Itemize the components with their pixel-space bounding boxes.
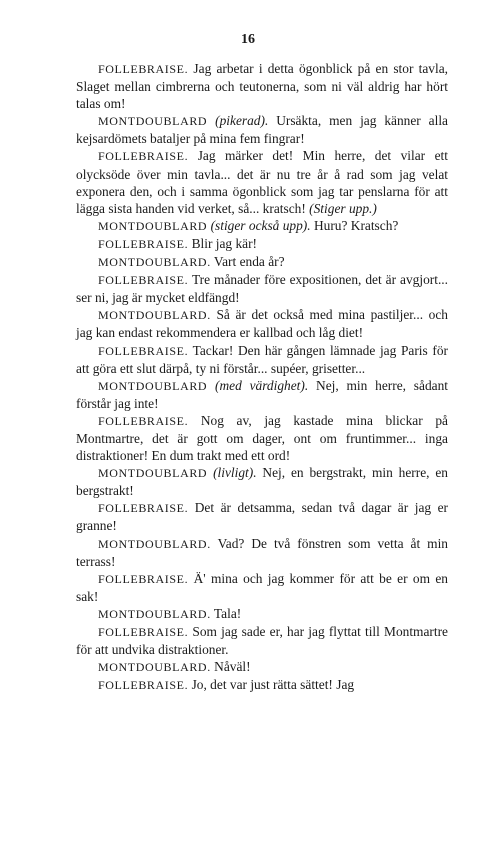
dialogue-paragraph bbox=[76, 499, 448, 534]
speaker-name: MONTDOUBLARD bbox=[98, 378, 208, 393]
dialogue-line: Ursäkta, men jag känner alla kejsardömets bataljer på mina fem fingrar! bbox=[76, 113, 448, 147]
dialogue-paragraph bbox=[76, 623, 448, 658]
dialogue-line: Som jag sade er, har jag flyttat till Montmartre för att undvika distraktioner. bbox=[76, 624, 448, 658]
speaker-name: FOLLEBRAISE. bbox=[98, 236, 189, 251]
dialogue-paragraph bbox=[76, 235, 448, 253]
page-number: 16 bbox=[241, 32, 255, 47]
dialogue-paragraph bbox=[76, 342, 448, 377]
speaker-name: FOLLEBRAISE. bbox=[98, 273, 189, 288]
dialogue-paragraph bbox=[76, 658, 448, 676]
stage-direction: (livligt). bbox=[213, 465, 257, 481]
dialogue-line bbox=[207, 378, 215, 393]
dialogue-line: Jo, det var just rätta sättet! Jag bbox=[191, 677, 355, 693]
dialogue-line: Det är detsamma, sedan två dagar är jag er granne! bbox=[76, 500, 448, 534]
dialogue-paragraph bbox=[76, 676, 448, 694]
dialogue-paragraph bbox=[76, 412, 448, 464]
speaker-name: FOLLEBRAISE. bbox=[98, 343, 189, 358]
dialogue-line: Nej, min herre, sådant förstår jag inte! bbox=[76, 377, 448, 411]
speaker-name: MONTDOUBLARD. bbox=[98, 660, 211, 675]
speaker-name: MONTDOUBLARD bbox=[98, 114, 208, 129]
speaker-name: FOLLEBRAISE. bbox=[98, 678, 189, 693]
dialogue-line: Jag arbetar i detta ögonblick på en stor tavla, Slaget mellan cimbrerna och teutonerna, som ni väl aldrig har hört talas om! bbox=[76, 61, 448, 112]
dialogue-paragraph bbox=[76, 147, 448, 216]
dialogue-line: Blir jag kär! bbox=[191, 235, 258, 251]
dialogue-paragraph bbox=[76, 217, 448, 235]
dialogue-line: Tre månader före expositionen, det är avgjort... ser ni, jag är mycket eldfängd! bbox=[76, 272, 448, 306]
dialogue-paragraph bbox=[76, 253, 448, 271]
stage-direction: (Stiger upp.) bbox=[309, 200, 377, 216]
dialogue-line: Tackar! Den här gången lämnade jag Paris för att göra ett slut därpå, ty ni förstår... supéer, grisetter... bbox=[76, 342, 448, 376]
dialogue-paragraph bbox=[76, 605, 448, 623]
speaker-name: FOLLEBRAISE. bbox=[98, 625, 189, 639]
dialogue-line: Nog av, jag kastade mina blickar på Montmartre, det är gott om dager, ont om fruntimmer... inga distraktioner! En dum trakt med ett ord! bbox=[76, 412, 448, 464]
dialogue-line: Vad? De två fönstren som vetta åt min terrass! bbox=[76, 535, 448, 569]
dialogue-line: Jag märker det! Min herre, det vilar ett olycksöde över min tavla... det är nu tre år å rad som jag velat exponera den, och i samma ögonblick som jag tar penslarna för att lägga sista handen vid verket, så... kratsch! bbox=[76, 148, 448, 216]
stage-direction: (pikerad). bbox=[215, 113, 269, 129]
dialogue-line: Ä' mina och jag kommer för att be er om en sak! bbox=[76, 570, 448, 604]
speaker-name: FOLLEBRAISE. bbox=[98, 501, 189, 516]
speaker-name: MONTDOUBLARD. bbox=[98, 536, 211, 551]
dialogue-line: Nej, en bergstrakt, min herre, en bergstrakt! bbox=[76, 465, 448, 499]
dialogue-paragraph bbox=[76, 377, 448, 412]
dialogue-paragraph bbox=[76, 464, 448, 499]
stage-direction: (stiger också upp). bbox=[210, 217, 311, 233]
dialogue-line: Nåväl! bbox=[214, 659, 251, 675]
speaker-name: MONTDOUBLARD. bbox=[98, 308, 211, 323]
dialogue-line: Tala! bbox=[213, 605, 242, 621]
speaker-name: MONTDOUBLARD bbox=[98, 218, 208, 233]
dialogue-paragraph bbox=[76, 112, 448, 147]
dialogue-paragraph bbox=[76, 570, 448, 605]
dialogue-line: Så är det också med mina pastiljer... och jag kan endast rekommendera er kallbad och låg diet! bbox=[76, 307, 448, 341]
dialogue-paragraph bbox=[76, 306, 448, 341]
speaker-name: MONTDOUBLARD bbox=[98, 466, 208, 481]
dialogue-paragraph bbox=[76, 60, 448, 112]
speaker-name: MONTDOUBLARD. bbox=[98, 606, 211, 621]
speaker-name: FOLLEBRAISE. bbox=[98, 413, 189, 428]
speaker-name: MONTDOUBLARD. bbox=[98, 255, 211, 270]
stage-direction: (med värdighet). bbox=[215, 377, 309, 393]
dialogue-text bbox=[76, 60, 448, 694]
dialogue-line: Vart enda år? bbox=[213, 254, 285, 270]
dialogue-paragraph bbox=[76, 535, 448, 570]
speaker-name: FOLLEBRAISE. bbox=[98, 571, 189, 586]
speaker-name: FOLLEBRAISE. bbox=[98, 149, 189, 164]
dialogue-line bbox=[207, 113, 215, 128]
speaker-name: FOLLEBRAISE. bbox=[98, 62, 189, 76]
dialogue-paragraph bbox=[76, 271, 448, 306]
dialogue-line: Huru? Kratsch? bbox=[310, 217, 399, 233]
